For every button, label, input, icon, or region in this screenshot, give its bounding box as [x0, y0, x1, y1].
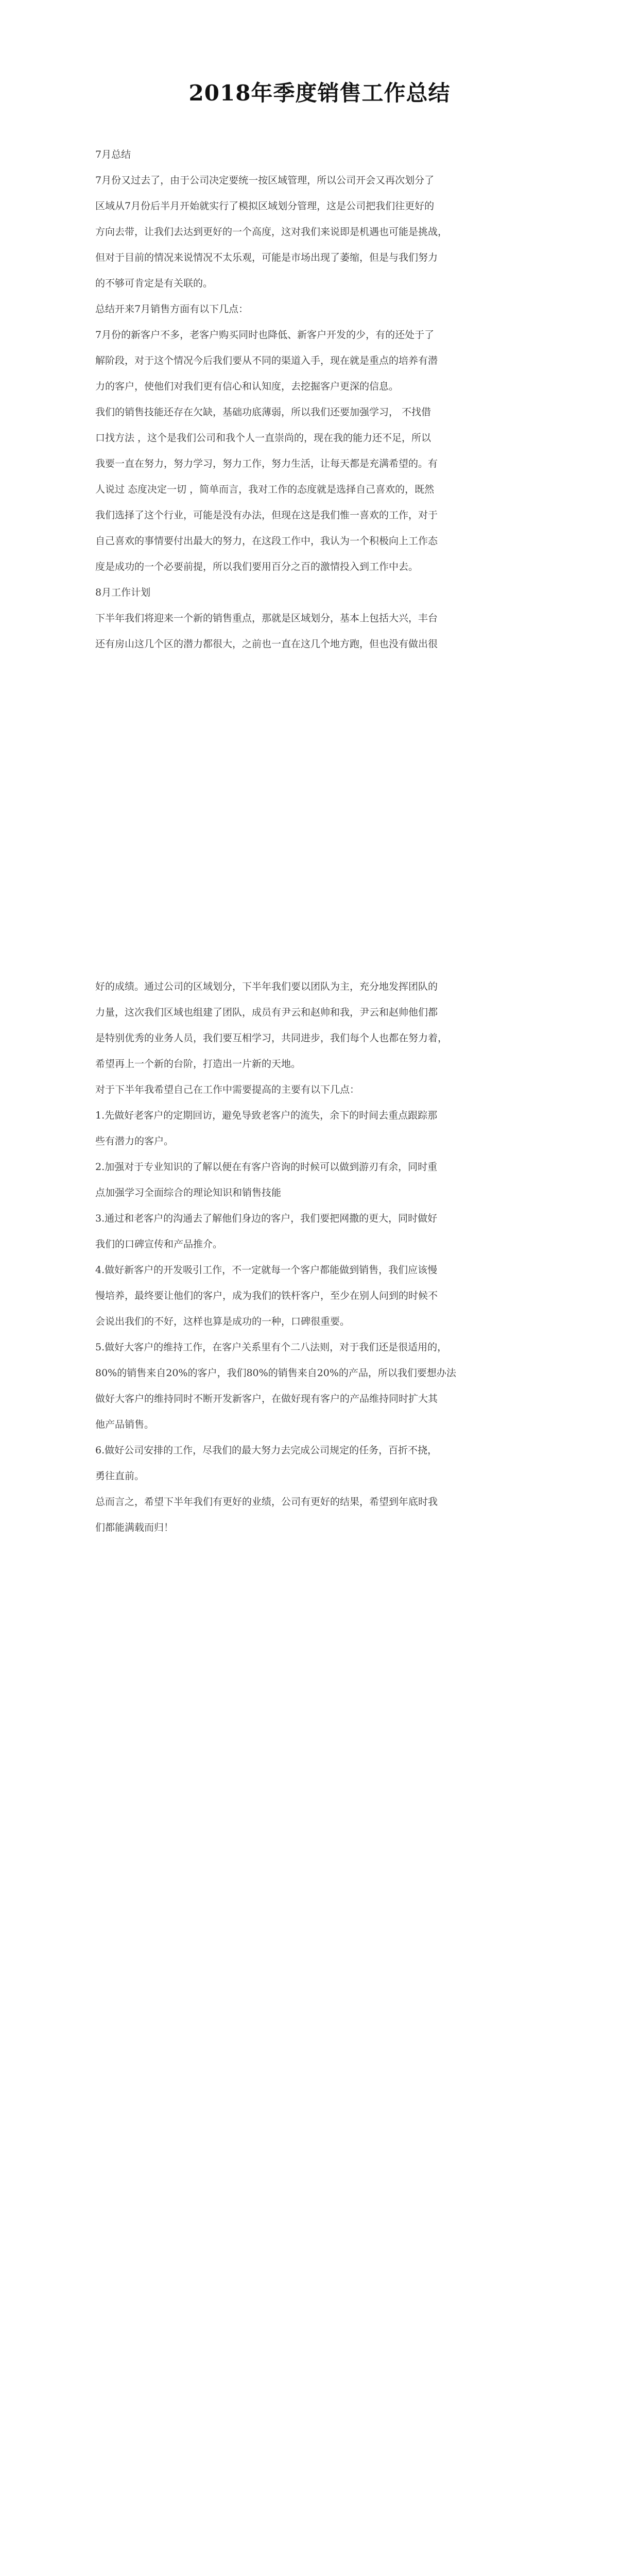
paragraph-line: 口找方法 ，这个是我们公司和我个人一直崇尚的，现在我的能力还不足，所以 — [95, 432, 431, 444]
plan-item-5 — [95, 1334, 548, 1437]
point-skills — [95, 399, 548, 580]
paragraph-line: 希望再上一个新的台阶，打造出一片新的天地。 — [95, 1058, 301, 1070]
paragraph-line: 总而言之，希望下半年我们有更好的业绩，公司有更好的结果，希望到年底时我 — [95, 1496, 438, 1507]
plan-item-2 — [95, 1154, 548, 1206]
paragraph-line: 力量，这次我们区域也组建了团队，成员有尹云和赵帅和我，尹云和赵帅他们都 — [95, 1007, 438, 1018]
paragraph-line: 力的客户，使他们对我们更有信心和认知度，去挖掘客户更深的信息。 — [95, 381, 399, 392]
plan-item-line: 会说出我们的不好，这样也算是成功的一种，口碑很重要。 — [95, 1316, 350, 1327]
paragraph-line: 7月份又过去了，由于公司决定要统一按区域管理，所以公司开会又再次划分了 — [95, 175, 435, 186]
paragraph-line: 度是成功的一个必要前提，所以我们要用百分之百的激情投入到工作中去。 — [95, 561, 419, 572]
paragraph-line: 人说过 态度决定一切 ，简单而言，我对工作的态度就是选择自己喜欢的，既然 — [95, 484, 435, 495]
paragraph-line: 但对于目前的情况来说情况不太乐观，可能是市场出现了萎缩，但是与我们努力 — [95, 252, 438, 263]
paragraph-line: 好的成绩。通过公司的区域划分，下半年我们要以团队为主，充分地发挥团队的 — [95, 981, 438, 992]
summary-intro: 总结开来7月销售方面有以下几点： — [95, 303, 249, 315]
paragraph-line: 7月份的新客户不多，老客户购买同时也降低、新客户开发的少，有的还处于了 — [95, 329, 435, 341]
plan-item-line: 4.做好新客户的开发吸引工作，不一定就每一个客户都能做到销售，我们应该慢 — [95, 1264, 438, 1276]
plan-item-6 — [95, 1437, 548, 1489]
paragraph-line: 解阶段，对于这个情况今后我们要从不同的渠道入手，现在就是重点的培养有潜 — [95, 355, 438, 366]
document-title: 2018年季度销售工作总结 — [188, 80, 451, 106]
plan-item-line: 他产品销售。 — [95, 1419, 154, 1430]
plan-item-line: 80%的销售来自20%的客户，我们80%的销售来自20%的产品，所以我们要想办法 — [95, 1367, 456, 1379]
paragraph-line: 方向去带，让我们去达到更好的一个高度，这对我们来说即是机遇也可能是挑战， — [95, 226, 448, 238]
section-july — [95, 142, 548, 657]
plan-item-line: 些有潜力的客户。 — [95, 1136, 174, 1147]
plan-item-4 — [95, 1257, 548, 1334]
paragraph-line: 我们选择了这个行业，可能是没有办法，但现在这是我们惟一喜欢的工作，对于 — [95, 510, 438, 521]
paragraph-line: 区域从7月份后半月开始就实行了模拟区域划分管理，这是公司把我们往更好的 — [95, 200, 435, 212]
paragraph-line: 们都能满载而归！ — [95, 1522, 174, 1533]
point-new-customer — [95, 322, 548, 399]
plan-item-line: 2.加强对于专业知识的了解以便在有客户咨询的时候可以做到游刃有余，同时重 — [95, 1161, 438, 1173]
paragraph-line: 是特别优秀的业务人员，我们要互相学习，共同进步，我们每个人也都在努力着， — [95, 1032, 448, 1044]
plan-item-line: 慢培养，最终要让他们的客户，成为我们的铁杆客户，至少在别人问到的时候不 — [95, 1290, 438, 1301]
closing-paragraph — [95, 1489, 548, 1540]
section-july-paragraph — [95, 167, 548, 296]
paragraph-line: 还有房山这几个区的潜力都很大，之前也一直在这几个地方跑，但也没有做出很 — [95, 638, 438, 650]
paragraph-line: 我要一直在努力，努力学习，努力工作，努力生活，让每天都是充满希望的。有 — [95, 458, 438, 469]
august-paragraph-part1 — [95, 605, 548, 657]
section-july-heading: 7月总结 — [95, 149, 131, 160]
plan-item-line: 做好大客户的维持同时不断开发新客户，在做好现有客户的产品维持同时扩大其 — [95, 1393, 438, 1404]
plan-item-line: 6.做好公司安排的工作，尽我们的最大努力去完成公司规定的任务，百折不挠， — [95, 1445, 438, 1456]
section-august-heading: 8月工作计划 — [95, 587, 151, 598]
plan-intro: 对于下半年我希望自己在工作中需要提高的主要有以下几点： — [95, 1084, 360, 1095]
paragraph-line: 我们的销售技能还存在欠缺，基础功底薄弱，所以我们还要加强学习， 不找借 — [95, 406, 431, 418]
section-august-continued — [95, 974, 548, 1540]
plan-item-3 — [95, 1206, 548, 1257]
august-paragraph-part2 — [95, 974, 548, 1077]
plan-item-1 — [95, 1103, 548, 1154]
plan-item-line: 3.通过和老客户的沟通去了解他们身边的客户，我们要把网撒的更大，同时做好 — [95, 1213, 438, 1224]
paragraph-line: 下半年我们将迎来一个新的销售重点，那就是区域划分，基本上包括大兴，丰台 — [95, 613, 438, 624]
plan-item-line: 5.做好大客户的维持工作，在客户关系里有个二八法则，对于我们还是很适用的， — [95, 1342, 447, 1353]
plan-item-line: 1.先做好老客户的定期回访，避免导致老客户的流失，余下的时间去重点跟踪那 — [95, 1110, 438, 1121]
paragraph-line: 自己喜欢的事情要付出最大的努力，在这段工作中，我认为一个积极向上工作态 — [95, 535, 438, 547]
plan-item-line: 我们的口碑宣传和产品推介。 — [95, 1239, 223, 1250]
paragraph-line: 的不够可肯定是有关联的。 — [95, 278, 213, 289]
plan-item-line: 勇往直前。 — [95, 1470, 145, 1482]
plan-item-line: 点加强学习全面综合的理论知识和销售技能 — [95, 1187, 282, 1198]
